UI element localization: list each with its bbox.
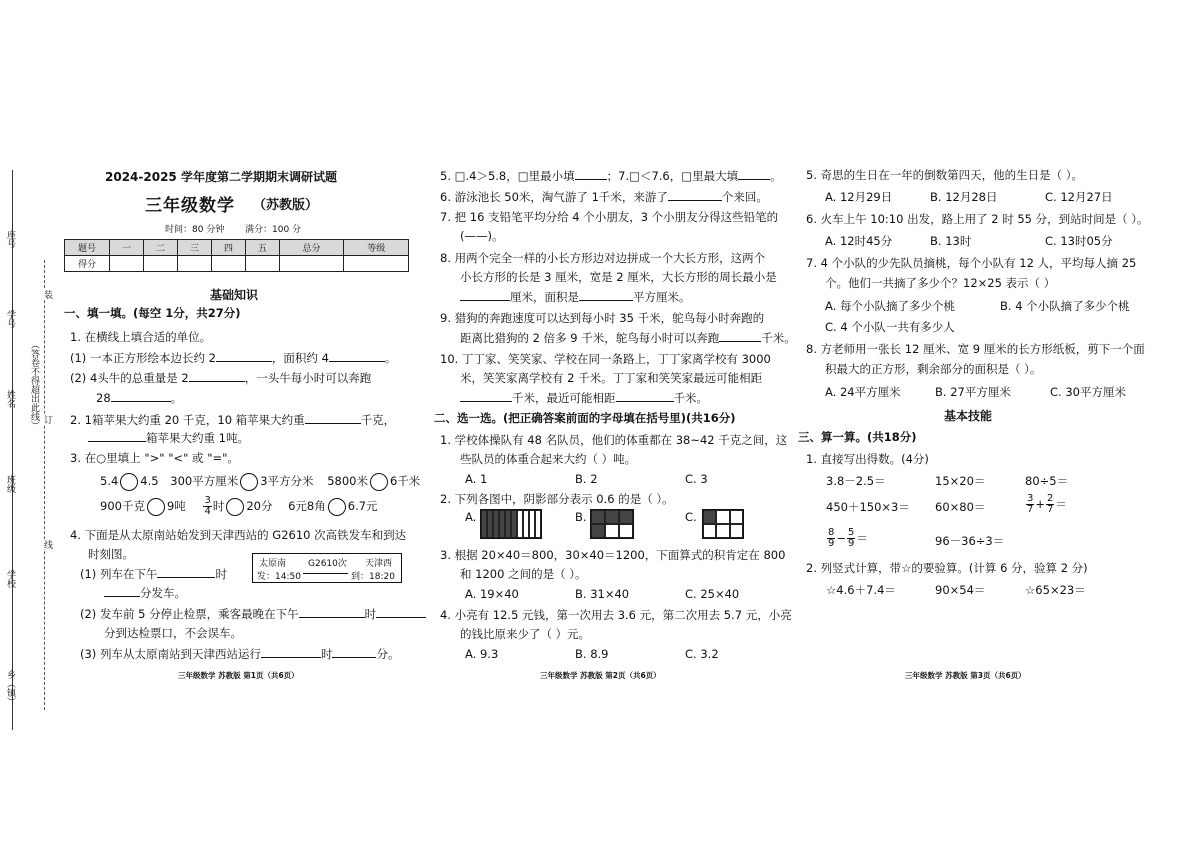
calc-item: 96－36÷3＝ [935, 534, 1005, 548]
compare-circle[interactable] [226, 498, 244, 516]
calc-2: 2. 列竖式计算，带☆的要验算。(计算 6 分，验算 2 分) [806, 561, 1088, 575]
score-header-cell: 等级 [344, 240, 409, 256]
score-cell[interactable] [245, 256, 279, 272]
score-header-cell: 四 [211, 240, 245, 256]
id-label: 学号 [5, 310, 15, 328]
subject-title: 三年级数学 [145, 196, 235, 216]
question-1-1: 1. 在横线上填合适的单位。 [70, 330, 212, 344]
score-cell[interactable] [211, 256, 245, 272]
train-ticket [252, 553, 402, 583]
option-c-grid [702, 509, 744, 539]
time-label: 时间：80 分钟 [165, 225, 225, 235]
question-1-4: 4. 下面是从太原南站始发到天津西站的 G2610 次高铁发车和到达 [70, 528, 407, 542]
choice-8-option-c: C. 30平方厘米 [1050, 385, 1126, 399]
calc-item: 3.8－2.5＝ [826, 474, 886, 488]
question-1-5: 5. □.4＞5.8，□里最小填 ；7.□＜7.6，□里最大填 。 [440, 169, 782, 183]
compare-row-2: 900千克 9吨 $\frac{3}{4}$ 时 20分 6元8角 6.7元 [100, 495, 378, 517]
section-title-skills: 基本技能 [944, 409, 993, 423]
county-label: 乡（镇） [5, 670, 15, 706]
score-table-header-row [65, 240, 409, 256]
vertical-calc-item: ☆4.6＋7.4＝ [826, 583, 896, 597]
page-1-footer: 三年级数学 苏教版 第1页（共6页） [178, 671, 299, 680]
score-table [64, 239, 409, 272]
school-label: 学校 [5, 570, 15, 588]
answer-blank[interactable] [668, 189, 722, 201]
grid-cell [716, 524, 729, 538]
score-table-input-row [65, 256, 409, 272]
question-1-7: 7. 把 16 支铅笔平均分给 4 个小朋友，3 个小朋友分得这些铅笔的 [440, 210, 779, 224]
question-1-8-c: 厘米，面积是 平方厘米。 [460, 289, 691, 304]
question-1-9-b: 距离比猎狗的 2 倍多 9 千米，鸵鸟每小时可以奔跑 千米。 [460, 331, 796, 345]
score-header-cell: 总分 [279, 240, 344, 256]
calc-item: 60×80＝ [935, 500, 986, 514]
answer-blank[interactable] [329, 350, 385, 362]
choice-8-option-b: B. 27平方厘米 [935, 385, 1011, 399]
margin-edge-line [12, 170, 13, 730]
answer-blank[interactable] [460, 390, 512, 402]
score-header-cell: 二 [143, 240, 177, 256]
choice-5-option-c: C. 12月27日 [1045, 190, 1113, 204]
question-1-4-2: (2) 发车前 5 分停止检票，乘客最晚在下午 时 [80, 606, 426, 621]
question-1-9: 9. 猎狗的奔跑速度可以达到每小时 35 千米，鸵鸟每小时奔跑的 [440, 311, 765, 325]
full-score-label: 满分：100 分 [245, 225, 302, 235]
question-1-4-2-cont: 分到达检票口，不会误车。 [104, 626, 242, 640]
question-1-2-cont: 箱苹果大约重 1吨。 [88, 430, 249, 445]
answer-blank[interactable] [189, 370, 245, 382]
choice-1-option-c: C. 3 [685, 472, 708, 486]
score-header-cell: 一 [110, 240, 144, 256]
no-answer-warning: （答卷不得超出此线） [29, 340, 39, 430]
choice-6-option-c: C. 13时05分 [1045, 234, 1113, 248]
compare-circle[interactable] [147, 498, 165, 516]
question-1-10: 10. 丁丁家、笑笑家、学校在同一条路上，丁丁家离学校有 3000 [440, 352, 771, 366]
page-2-footer: 三年级数学 苏教版 第2页（共6页） [540, 671, 661, 680]
binding-char-3: 线 [42, 540, 52, 549]
choice-7-option-b: B. 4 个小队摘了多少个桃 [1000, 299, 1130, 313]
choice-1: 1. 学校体操队有 48 名队员，他们的体重都在 38~42 千克之间，这 [440, 433, 788, 447]
calc-fraction-sum: $\frac{3}{7}$ + $\frac{2}{7}$ ＝ [1027, 493, 1067, 515]
compare-circle[interactable] [370, 473, 388, 491]
question-1-4-1-cont: 分发车。 [104, 585, 186, 600]
choice-8-option-a: A. 24平方厘米 [825, 385, 901, 399]
binding-char-1: 装 [42, 290, 52, 299]
edition-label: （苏教版） [253, 198, 319, 213]
question-1-title: 一、填一填。(每空 1分，共27分) [64, 306, 241, 320]
choice-5: 5. 奇思的生日在一年的倒数第四天，他的生日是（ ）。 [806, 168, 1084, 182]
calc-fraction-diff: $\frac{8}{9}$ − $\frac{5}{9}$ ＝ [828, 527, 868, 549]
vertical-calc-item: 90×54＝ [935, 583, 986, 597]
question-1-8-b: 小长方形的长是 3 厘米，宽是 2 厘米，大长方形的周长最小是 [460, 270, 777, 284]
option-a-strip-grid [480, 509, 542, 539]
score-cell[interactable] [110, 256, 144, 272]
choice-4: 4. 小亮有 12.5 元钱，第一次用去 3.6 元，第二次用去 5.7 元，小亮 [440, 608, 792, 622]
question-1-10-b: 米，笑笑家离学校有 2 千米。丁丁家和笑笑家最远可能相距 [460, 371, 763, 385]
calc-item: 80÷5＝ [1025, 474, 1069, 488]
grid-cell-shaded [703, 510, 716, 524]
choice-4-option-c: C. 3.2 [685, 647, 719, 661]
choice-4-option-a: A. 9.3 [465, 647, 499, 661]
answer-blank[interactable] [616, 390, 674, 402]
score-row-label: 得分 [65, 256, 110, 272]
choice-5-option-b: B. 12月28日 [930, 190, 998, 204]
grid-cell-shaded [605, 510, 619, 524]
compare-row-1: 5.4 4.5 300平方厘米 3平方分米 5800米 6千米 [100, 472, 420, 491]
grid-cell-shaded [591, 524, 605, 538]
choice-3-option-b: B. 31×40 [575, 587, 630, 601]
calc-item: 450＋150×3＝ [826, 500, 910, 514]
score-header-cell: 题号 [65, 240, 110, 256]
exam-title: 2024-2025 学年度第二学期期末调研试题 [105, 170, 337, 184]
question-1-4-cont: 时刻图。 [88, 547, 134, 561]
question-1-4-1: (1) 列车在下午 时 [80, 567, 227, 581]
answer-blank[interactable] [88, 430, 146, 442]
compare-circle[interactable] [328, 498, 346, 516]
score-header-cell: 三 [177, 240, 211, 256]
ticket-arrival: 到：18:20 [351, 572, 395, 582]
choice-6-option-b: B. 13时 [930, 234, 972, 248]
grid-cell [730, 524, 743, 538]
answer-blank[interactable] [261, 646, 321, 658]
question-1-6: 6. 游泳池长 50米，淘气游了 1千米，来游了 个来回。 [440, 190, 768, 204]
question-1-10-c: 千米，最近可能相距 千米。 [460, 390, 708, 405]
vertical-calc-item: ☆65×23＝ [1025, 583, 1086, 597]
choice-7: 7. 4 个小队的少先队员摘桃，每个小队有 12 人，平均每人摘 25 [806, 256, 1137, 270]
compare-circle[interactable] [120, 473, 138, 491]
section-title-basic: 基础知识 [210, 288, 259, 302]
choice-7-option-c: C. 4 个小队一共有多少人 [825, 320, 955, 334]
choice-5-option-a: A. 12月29日 [825, 190, 893, 204]
question-1-1-2-cont: 28 。 [96, 391, 183, 405]
name-label: 姓名 [5, 390, 15, 408]
grid-cell-shaded [591, 510, 605, 524]
ticket-arrow [303, 573, 348, 574]
choice-2-option-b: B. [575, 510, 587, 524]
answer-blank[interactable] [299, 606, 365, 618]
ticket-departure: 发：14:50 [257, 572, 301, 582]
ticket-from: 太原南 [259, 559, 287, 569]
choice-8: 8. 方老师用一张长 12 厘米、宽 9 厘米的长方形纸板，剪下一个面 [806, 342, 1145, 356]
page-3-footer: 三年级数学 苏教版 第3页（共6页） [905, 671, 1026, 680]
binding-margin [0, 150, 55, 710]
grid-cell-shaded [619, 510, 633, 524]
choice-6-option-a: A. 12时45分 [825, 234, 893, 248]
grid-cell [703, 524, 716, 538]
compare-circle[interactable] [240, 473, 258, 491]
grid-cell [716, 510, 729, 524]
question-1-7-cont: (——)。 [460, 229, 504, 243]
choice-1-option-b: B. 2 [575, 472, 598, 486]
choice-3-option-c: C. 25×40 [685, 587, 740, 601]
question-1-3: 3. 在○里填上 ">" "<" 或 "="。 [70, 451, 239, 465]
answer-blank[interactable] [216, 350, 272, 362]
question-3-title: 三、算一算。(共18分) [798, 430, 917, 444]
question-1-1-1: (1) 一本正方形绘本边长约 2 ，面积约 4 。 [70, 351, 397, 365]
choice-7-option-a: A. 每个小队摘了多少个桃 [825, 299, 955, 313]
ticket-to: 天津西 [365, 559, 393, 569]
choice-3-option-a: A. 19×40 [465, 587, 519, 601]
choice-8-cont: 积最大的正方形，剩余部分的面积是（ ）。 [825, 362, 1042, 376]
question-2-title: 二、选一选。(把正确答案前面的字母填在括号里)(共16分) [434, 411, 736, 425]
ticket-train: G2610次 [308, 559, 347, 569]
question-1-8: 8. 用两个完全一样的小长方形边对边拼成一个大长方形，这两个 [440, 251, 766, 265]
answer-blank[interactable] [579, 289, 633, 301]
choice-7-cont: 个。他们一共摘了多少个？12×25 表示（ ） [825, 276, 1056, 290]
answer-blank[interactable] [575, 168, 607, 180]
question-1-1-2: (2) 4头牛的总重量是 2 ，一头牛每小时可以奔跑 [70, 371, 372, 385]
grid-cell [730, 510, 743, 524]
binding-dashed-line [44, 260, 45, 710]
class-label: 班级 [5, 475, 15, 493]
score-cell[interactable] [279, 256, 344, 272]
grid-cell [605, 524, 619, 538]
choice-3: 3. 根据 20×40＝800，30×40＝1200，下面算式的积肯定在 800 [440, 548, 786, 562]
answer-blank[interactable] [104, 585, 140, 597]
score-cell[interactable] [177, 256, 211, 272]
choice-4-cont: 的钱比原来少了（ ）元。 [460, 627, 591, 641]
grid-cell [619, 524, 633, 538]
choice-1-option-a: A. 1 [465, 472, 488, 486]
answer-blank[interactable] [111, 390, 171, 402]
choice-6: 6. 火车上午 10:10 出发，路上用了 2 时 55 分，到站时间是（ ）。 [806, 212, 1149, 226]
choice-1-cont: 些队员的体重合起来大约（ ）吨。 [460, 452, 637, 466]
calc-1: 1. 直接写出得数。(4分) [806, 452, 929, 466]
choice-3-cont: 和 1200 之间的是（ ）。 [460, 567, 587, 581]
score-cell[interactable] [143, 256, 177, 272]
option-b-grid [590, 509, 634, 539]
answer-blank[interactable] [738, 168, 770, 180]
answer-blank[interactable] [332, 646, 376, 658]
choice-2: 2. 下列各图中，阴影部分表示 0.6 的是（ ）。 [440, 492, 674, 506]
choice-2-option-c: C. [685, 510, 697, 524]
answer-blank[interactable] [719, 330, 761, 342]
answer-blank[interactable] [157, 566, 215, 578]
answer-blank[interactable] [376, 606, 426, 618]
answer-blank[interactable] [305, 412, 361, 424]
question-1-4-3: (3) 列车从太原南站到天津西站运行 时 分。 [80, 647, 400, 661]
binding-char-2: 订 [42, 415, 52, 424]
choice-4-option-b: B. 8.9 [575, 647, 609, 661]
seat-label: 座号 [5, 230, 15, 248]
question-1-2: 2. 1箱苹果大约重 20 千克，10 箱苹果大约重 千克， [70, 413, 396, 427]
answer-blank[interactable] [460, 289, 510, 301]
score-cell[interactable] [344, 256, 409, 272]
score-header-cell: 五 [245, 240, 279, 256]
fraction-three-quarters: $\frac{3}{4}$ [204, 495, 211, 517]
grid-cell [535, 510, 541, 538]
calc-item: 15×20＝ [935, 474, 986, 488]
choice-2-option-a: A. [465, 510, 477, 524]
